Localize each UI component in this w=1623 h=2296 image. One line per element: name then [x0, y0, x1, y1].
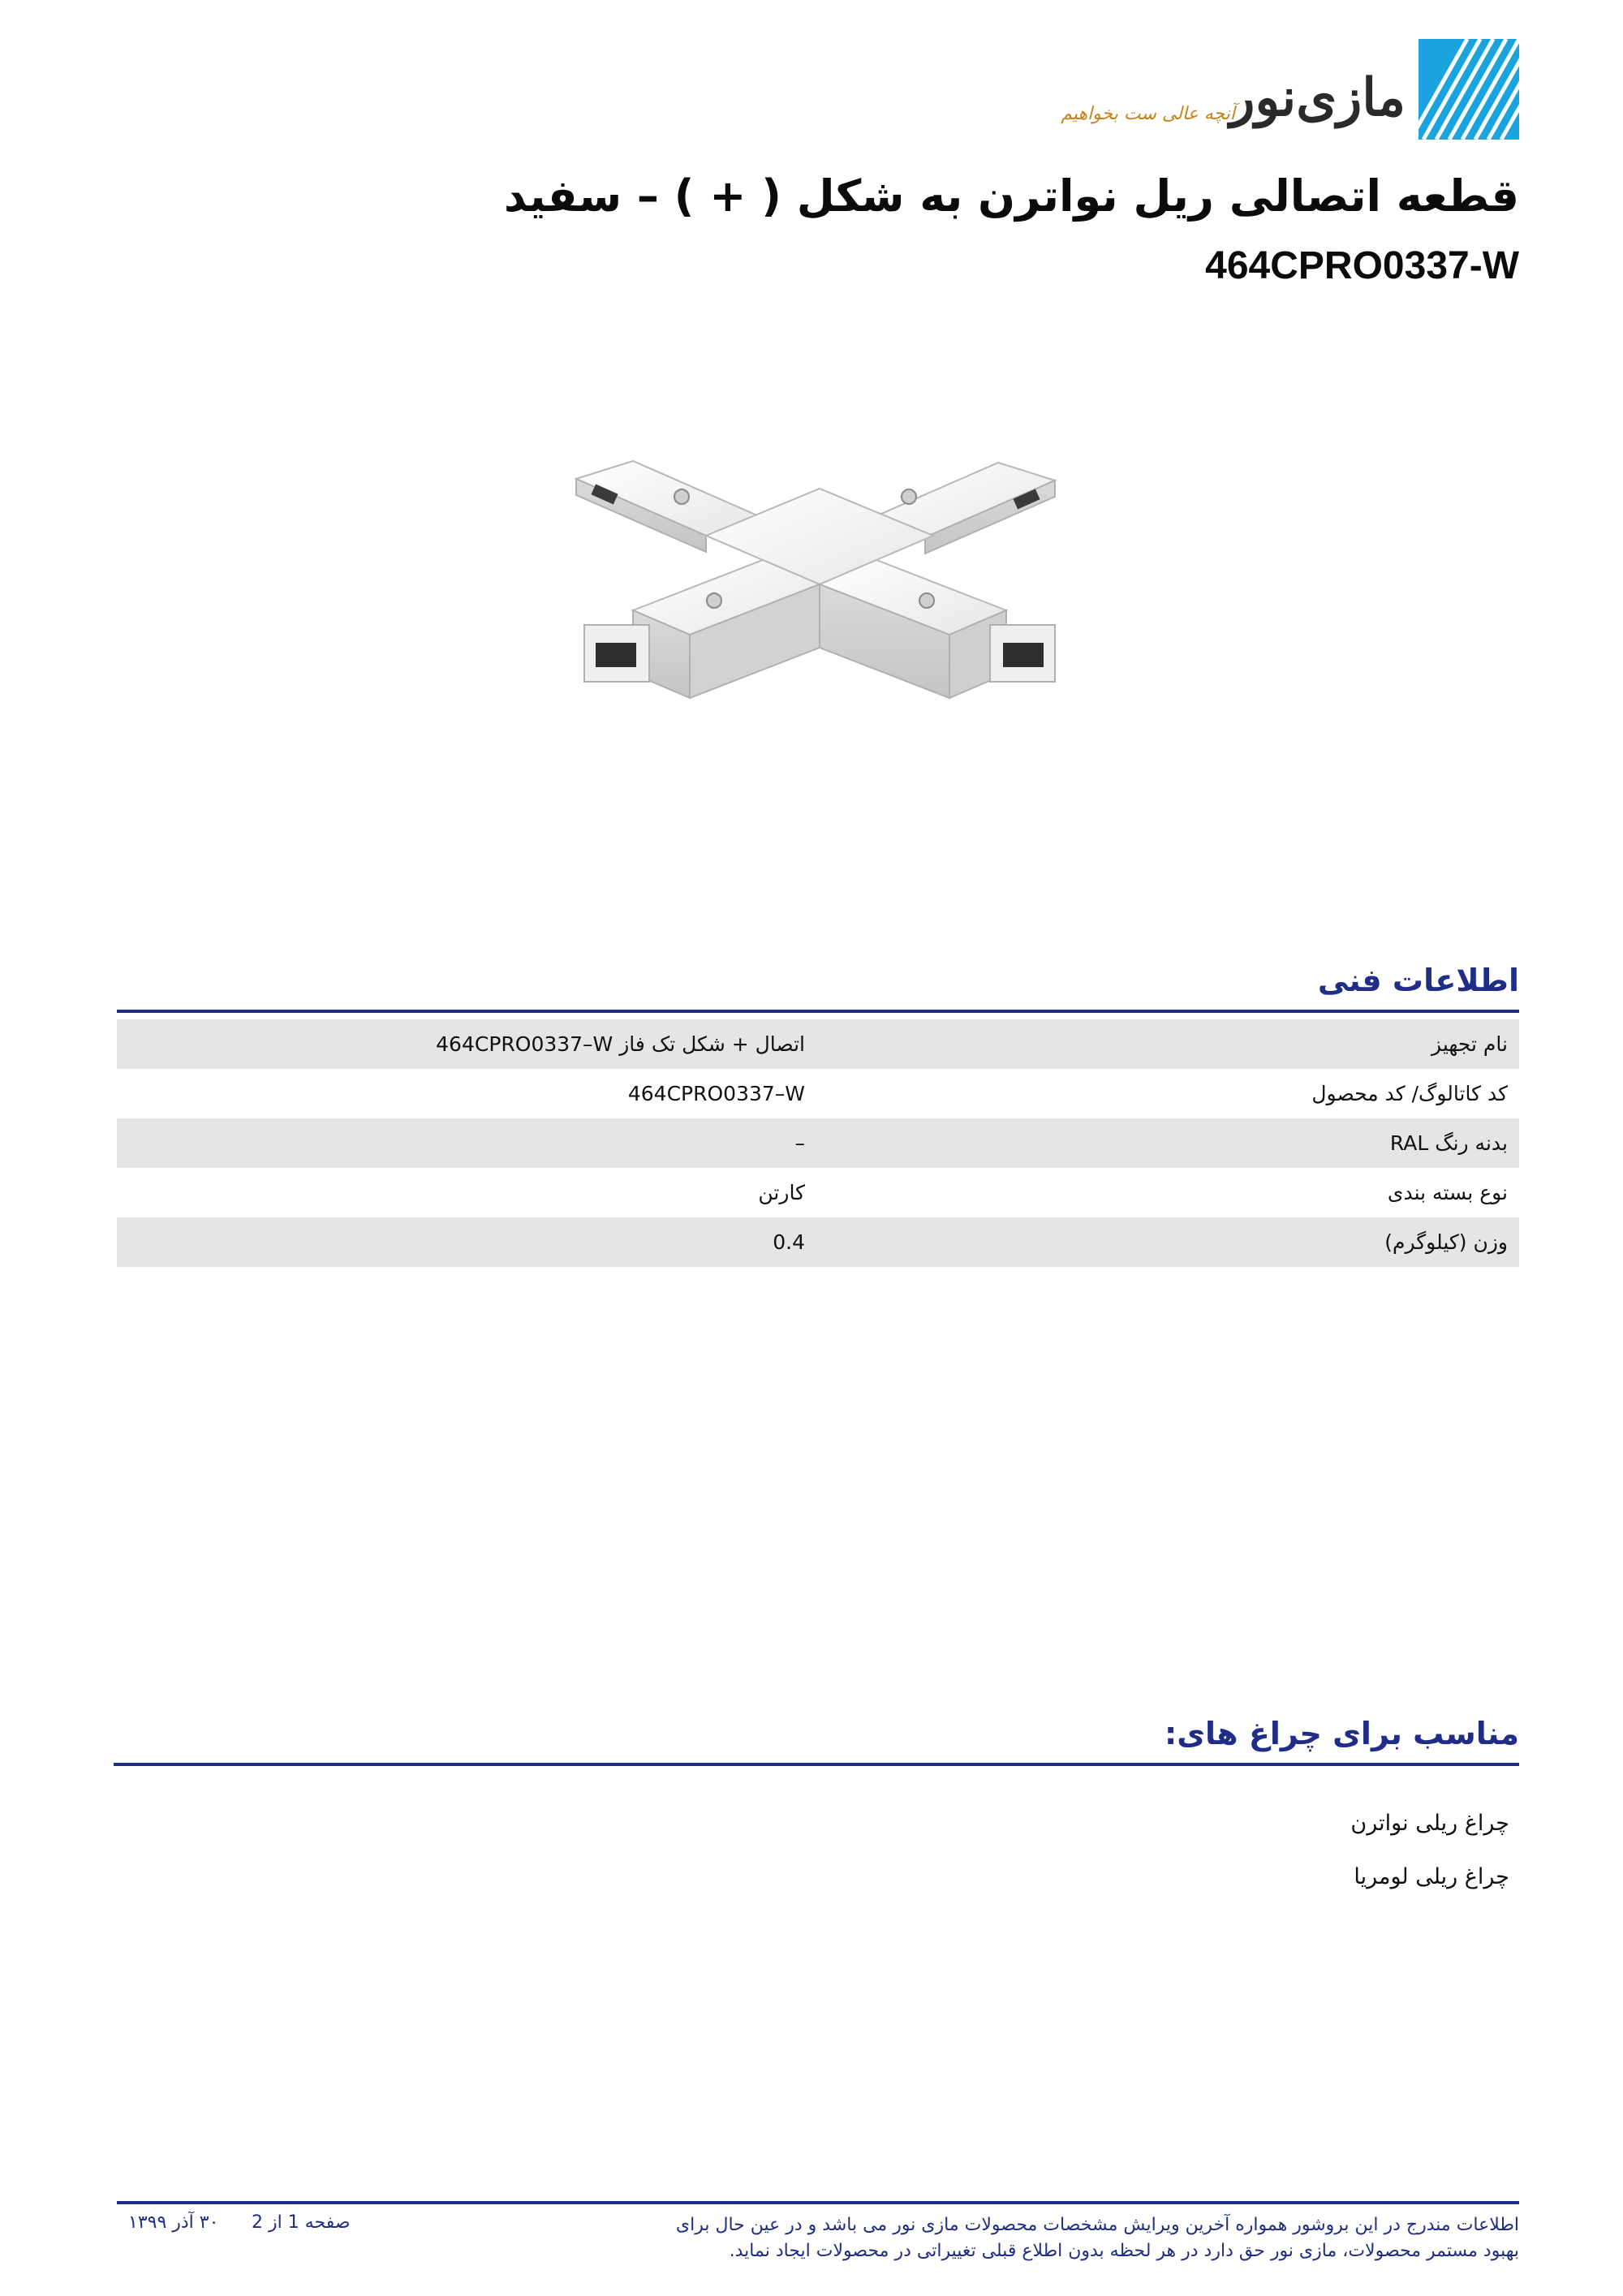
brand-name: مازی‌نور — [1229, 67, 1406, 128]
spec-value: 464CPRO0337–W — [627, 1082, 805, 1105]
spec-label: نوع بسته بندی — [1387, 1181, 1508, 1204]
spec-value: کارتن — [758, 1181, 805, 1204]
tech-section-heading: اطلاعات فنی — [1317, 963, 1519, 998]
spec-value: 0.4 — [773, 1230, 805, 1254]
list-item: چراغ ریلی لومریا — [1354, 1864, 1509, 1889]
spec-row — [117, 1217, 1519, 1267]
tech-section-rule — [117, 1010, 1519, 1013]
logo-mark-icon — [1419, 39, 1519, 140]
footer-rule — [117, 2201, 1519, 2204]
footer-date: ۳۰ آذر ۱۳۹۹ — [128, 2212, 219, 2233]
product-code: 464CPRO0337-W — [1205, 244, 1519, 287]
spec-label: بدنه رنگ RAL — [1389, 1131, 1508, 1155]
product-title: قطعه اتصالی ریل نواترن به شکل ( + ) – سفید — [503, 170, 1519, 222]
brand-slogan: آنچه عالی ست بخواهیم — [1061, 104, 1235, 124]
footer-disclaimer: اطلاعات مندرج در این بروشور همواره آخرین ویرایش مشخصات محصولات مازی نور می باشد و در عین حال برای بهبود مستمر محصولات، مازی نور حق دارد در هر لحظه بدون اطلاع قبلی تغییراتی در محصولات ایجاد نماید. — [675, 2215, 1519, 2261]
spec-table — [117, 1019, 1519, 1267]
spec-label: نام تجهیز — [1431, 1032, 1508, 1056]
page-number: صفحه 1 از 2 — [252, 2212, 351, 2233]
spec-label: وزن (کیلوگرم) — [1384, 1230, 1508, 1254]
suitable-section-heading: مناسب برای چراغ های: — [1165, 1716, 1519, 1751]
spec-label: کد کاتالوگ/ کد محصول — [1311, 1082, 1508, 1105]
list-item: چراغ ریلی نواترن — [1350, 1811, 1509, 1836]
suitable-section-rule — [114, 1763, 1519, 1766]
spec-row — [117, 1118, 1519, 1168]
spec-row — [117, 1069, 1519, 1118]
brand-logo — [1061, 39, 1519, 140]
cross-track-connector-image — [560, 430, 1079, 755]
suitable-lamp-list — [1350, 1800, 1509, 1907]
spec-row — [117, 1168, 1519, 1217]
spec-value: اتصال + شکل تک فاز 464CPRO0337–W — [436, 1032, 805, 1056]
spec-row — [117, 1019, 1519, 1069]
spec-value: – — [794, 1131, 805, 1155]
